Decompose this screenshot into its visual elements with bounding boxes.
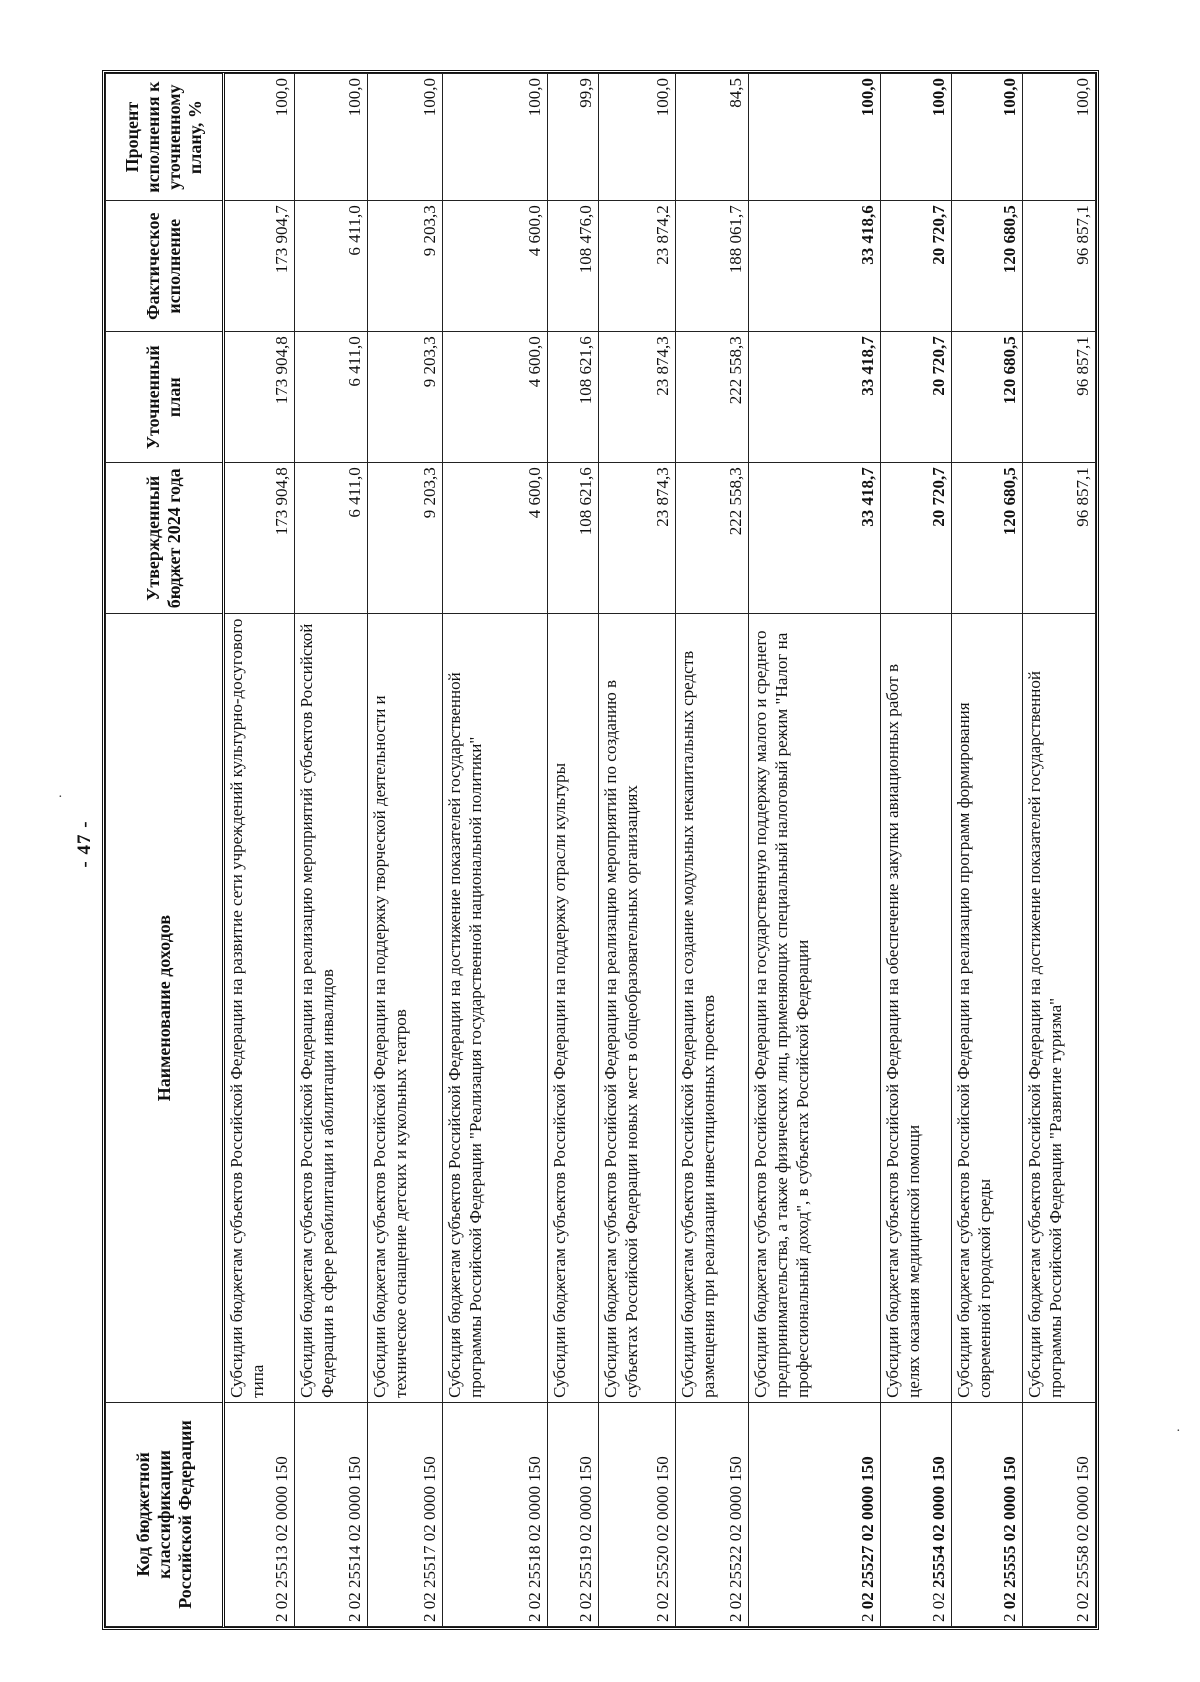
row-percent: 100,0 [880,74,951,201]
row-name: Субсидии бюджетам субъектов Российской Федерации на развитие сети учреждений культурно-досугового типа [224,614,295,1402]
scan-speck: · [58,790,63,805]
row-name: Субсидии бюджетам субъектов Российской Федерации на поддержку творческой деятельности и техническое оснащение детских и кукольных театров [367,614,442,1402]
table-row [548,74,599,1627]
table-row [880,74,951,1627]
header-budget: Утвержденный бюджет 2024 года [106,463,224,614]
row-fact: 20 720,7 [880,201,951,332]
row-code: 2 02 25513 02 0000 150 [224,1402,295,1626]
row-fact: 188 061,7 [676,201,749,332]
header-code: Код бюджетной классификации Российской Федерации [106,1402,224,1626]
header-fact: Фактическое исполнение [106,201,224,332]
table-row [443,74,548,1627]
row-name: Субсидии бюджетам субъектов Российской Федерации на обеспечение закупки авиационных работ в целях оказания медицинской помощи [880,614,951,1402]
row-percent: 100,0 [1022,74,1095,201]
row-fact: 33 418,6 [749,201,881,332]
row-budget: 120 680,5 [951,463,1022,614]
row-code: 2 02 25520 02 0000 150 [599,1402,676,1626]
row-fact: 96 857,1 [1022,201,1095,332]
row-plan: 173 904,8 [224,332,295,463]
row-budget: 6 411,0 [294,463,367,614]
page-number: - 47 - [74,820,95,868]
table-header-row [106,74,224,1627]
row-budget: 20 720,7 [880,463,951,614]
row-budget: 173 904,8 [224,463,295,614]
row-percent: 100,0 [951,74,1022,201]
header-name: Наименование доходов [106,614,224,1402]
row-fact: 108 476,0 [548,201,599,332]
row-name: Субсидии бюджетам субъектов Российской Федерации на достижение показателей государственной программы Российской Федерации "Развитие туризма" [1022,614,1095,1402]
row-budget: 108 621,6 [548,463,599,614]
row-name: Субсидии бюджетам субъектов Российской Федерации на государственную поддержку малого и среднего предпринимательства, а также физических лиц, применяющих специальный налоговый режим "Налог на профессиональный доход", в субъектах Российской Федерации [749,614,881,1402]
row-fact: 6 411,0 [294,201,367,332]
row-plan: 120 680,5 [951,332,1022,463]
row-fact: 173 904,7 [224,201,295,332]
row-plan: 108 621,6 [548,332,599,463]
row-plan: 222 558,3 [676,332,749,463]
row-budget: 222 558,3 [676,463,749,614]
income-table-frame [102,70,1099,1630]
row-plan: 23 874,3 [599,332,676,463]
row-budget: 33 418,7 [749,463,881,614]
scan-speck: · [1176,1424,1181,1439]
row-code: 2 02 25522 02 0000 150 [676,1402,749,1626]
row-plan: 33 418,7 [749,332,881,463]
row-name: Субсидии бюджетам субъектов Российской Федерации на создание модульных некапитальных средств размещения при реализации инвестиционных проектов [676,614,749,1402]
table-row [951,74,1022,1627]
row-percent: 99,9 [548,74,599,201]
row-plan: 9 203,3 [367,332,442,463]
row-code: 2 02 25514 02 0000 150 [294,1402,367,1626]
row-code: 2 02 25527 02 0000 150 [749,1402,881,1626]
table-row [749,74,881,1627]
row-fact: 23 874,2 [599,201,676,332]
row-fact: 4 600,0 [443,201,548,332]
row-name: Субсидии бюджетам субъектов Российской Федерации на реализацию программ формирования современной городской среды [951,614,1022,1402]
row-fact: 9 203,3 [367,201,442,332]
row-name: Субсидия бюджетам субъектов Российской Федерации на достижение показателей государственной программы Российской Федерации "Реализация государственной национальной политики" [443,614,548,1402]
row-percent: 100,0 [599,74,676,201]
row-percent: 100,0 [367,74,442,201]
row-code: 2 02 25558 02 0000 150 [1022,1402,1095,1626]
header-plan: Уточненный план [106,332,224,463]
table-row [599,74,676,1627]
table-row [367,74,442,1627]
row-plan: 4 600,0 [443,332,548,463]
row-percent: 100,0 [749,74,881,201]
row-code: 2 02 25555 02 0000 150 [951,1402,1022,1626]
row-budget: 96 857,1 [1022,463,1095,614]
table-row [224,74,295,1627]
row-fact: 120 680,5 [951,201,1022,332]
table-row [1022,74,1095,1627]
header-percent: Процент исполнения к уточненному плану, % [106,74,224,201]
row-name: Субсидии бюджетам субъектов Российской Федерации на реализацию мероприятий по созданию в субъектах Российской Федерации новых мест в общеобразовательных организациях [599,614,676,1402]
row-percent: 100,0 [294,74,367,201]
row-percent: 100,0 [224,74,295,201]
row-plan: 6 411,0 [294,332,367,463]
row-plan: 20 720,7 [880,332,951,463]
row-name: Субсидии бюджетам субъектов Российской Федерации на поддержку отрасли культуры [548,614,599,1402]
row-code: 2 02 25518 02 0000 150 [443,1402,548,1626]
row-code: 2 02 25519 02 0000 150 [548,1402,599,1626]
row-percent: 84,5 [676,74,749,201]
row-budget: 4 600,0 [443,463,548,614]
row-budget: 9 203,3 [367,463,442,614]
income-table [105,73,1096,1627]
table-row [294,74,367,1627]
row-plan: 96 857,1 [1022,332,1095,463]
row-name: Субсидии бюджетам субъектов Российской Федерации на реализацию мероприятий субъектов Российской Федерации в сфере реабилитации и абилитации инвалидов [294,614,367,1402]
row-percent: 100,0 [443,74,548,201]
row-code: 2 02 25554 02 0000 150 [880,1402,951,1626]
table-row [676,74,749,1627]
rotated-page [74,70,1099,1630]
row-code: 2 02 25517 02 0000 150 [367,1402,442,1626]
row-budget: 23 874,3 [599,463,676,614]
